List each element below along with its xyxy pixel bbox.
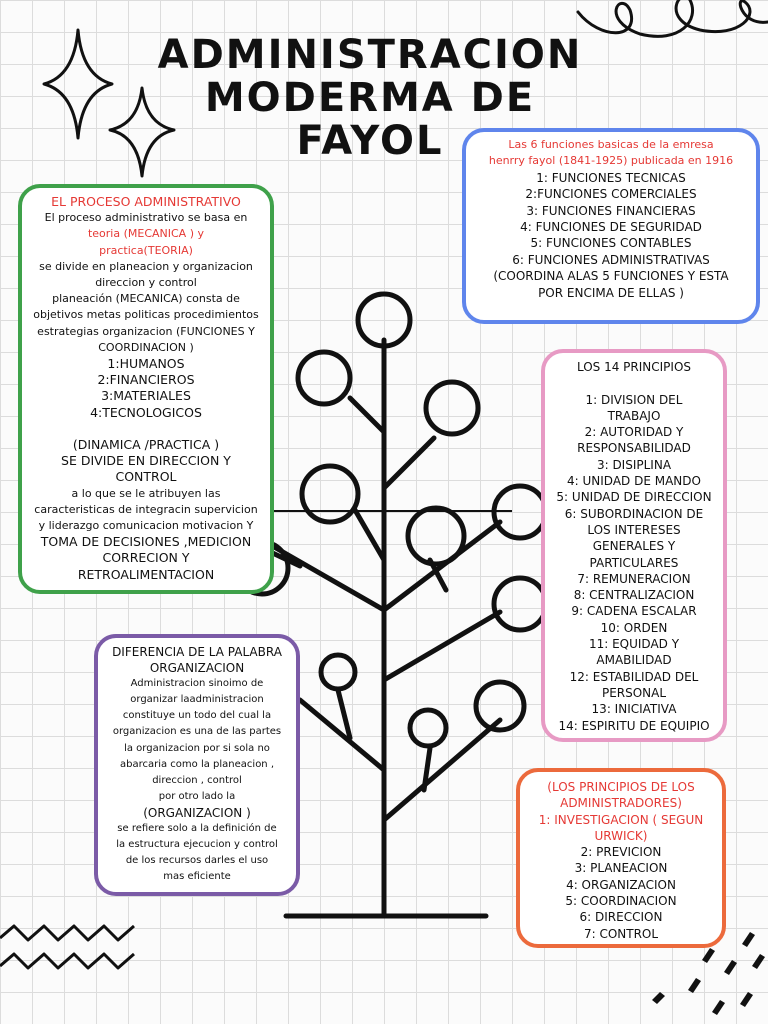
text-line: 1: FUNCIONES TECNICAS [536, 170, 686, 185]
text-line: planeación (MECANICA) consta de [52, 292, 240, 306]
text-line: (COORDINA ALAS 5 FUNCIONES Y ESTA [493, 269, 729, 284]
title-line: FAYOL [296, 118, 444, 164]
zigzag-icon [0, 954, 134, 968]
text-line: la organizacion por si sola no [124, 742, 270, 754]
text-line: 2:FINANCIEROS [97, 372, 195, 388]
text-line: Administracion sinoimo de [130, 678, 264, 690]
text-line: 13: INICIATIVA [591, 702, 677, 717]
text-line: se divide en planeacion y organizacion [39, 259, 253, 273]
text-line: 5: FUNCIONES CONTABLES [530, 236, 692, 251]
text-line: 7: CONTROL [583, 926, 659, 941]
title-line: ADMINISTRACION [157, 32, 583, 78]
text-line: 11: EQUIDAD Y [588, 637, 680, 652]
text-line: POR ENCIMA DE ELLAS ) [538, 285, 684, 300]
text-line [549, 375, 719, 391]
text-line: PERSONAL [601, 685, 667, 700]
text-line: 7: REMUNERACION [577, 571, 691, 586]
text-line: 10: ORDEN [600, 620, 668, 635]
text-line: 3: FUNCIONES FINANCIERAS [526, 203, 696, 218]
text-line: ADMINISTRADORES) [560, 796, 682, 811]
text-line: 4: UNIDAD DE MANDO [567, 474, 701, 489]
text-line: 2:FUNCIONES COMERCIALES [525, 187, 697, 202]
text-line: ORGANIZACION [149, 661, 245, 676]
text-line: RESPONSABILIDAD [577, 441, 691, 456]
text-line: teoria (MECANICA ) y [87, 227, 205, 241]
proceso-administrativo-box [18, 184, 274, 594]
text-line: CORRECION Y [102, 550, 190, 566]
text-line: la estructura ejecucion y control [116, 839, 278, 851]
text-line: y liderazgo comunicacion motivacion Y [38, 519, 254, 533]
text-line: por otro lado la [158, 790, 236, 802]
text-line: 4:TECNOLOGICOS [90, 404, 202, 420]
text-line: (ORGANIZACION ) [143, 805, 251, 820]
text-line: abarcaria como la planeacion , [119, 758, 275, 770]
text-line: 3: PLANEACION [574, 861, 668, 876]
principios-administradores-box [516, 768, 726, 948]
text-line: 2: PREVICION [580, 845, 662, 860]
title-line: MODERMA DE [204, 75, 536, 121]
text-line: constituye un todo del cual la [122, 710, 272, 722]
text-line: SE DIVIDE EN DIRECCION Y [61, 453, 231, 469]
text-line: (LOS PRINCIPIOS DE LOS [547, 780, 695, 794]
text-line: LOS 14 PRINCIPIOS [576, 360, 692, 374]
text-line: 1: INVESTIGACION ( SEGUN [538, 812, 704, 827]
catorce-principios-box [541, 349, 727, 742]
text-line: EL PROCESO ADMINISTRATIVO [51, 194, 241, 209]
text-line: 4: FUNCIONES DE SEGURIDAD [520, 220, 702, 235]
text-line: caracteristicas de integracin supervicion [34, 502, 258, 516]
text-line: AMABILIDAD [596, 653, 672, 668]
text-line: DIFERENCIA DE LA PALABRA [112, 645, 282, 659]
text-line: 4: ORGANIZACION [566, 877, 676, 892]
text-line: URWICK) [594, 828, 648, 843]
text-line: Las 6 funciones basicas de la emresa [508, 138, 714, 151]
text-line: estrategias organizacion (FUNCIONES Y [37, 324, 255, 338]
text-line: 12: ESTABILIDAD DEL [569, 669, 699, 684]
text-line: de los recursos darles el uso [125, 855, 269, 867]
text-line: organizacion es una de las partes [112, 726, 282, 738]
text-line: 2: AUTORIDAD Y [584, 425, 684, 440]
zigzag-icon [0, 926, 134, 940]
text-line: 6: SUBORDINACION DE [564, 506, 704, 521]
text-line: TOMA DE DECISIONES ,MEDICION [40, 534, 252, 550]
sparkle-star-icon [44, 30, 112, 138]
text-line: COORDINACION ) [98, 340, 194, 354]
text-line: 3:MATERIALES [101, 388, 191, 404]
text-line: PARTICULARES [589, 555, 679, 570]
text-line: practica(TEORIA) [99, 243, 193, 257]
text-line: 6: FUNCIONES ADMINISTRATIVAS [512, 252, 710, 267]
text-line: (DINAMICA /PRACTICA ) [72, 437, 220, 453]
text-line: 14: ESPIRITU DE EQUIPIO [558, 718, 710, 733]
text-line: 5: UNIDAD DE DIRECCION [556, 490, 712, 505]
text-line: 5: COORDINACION [565, 894, 677, 909]
text-line: LOS INTERESES [587, 522, 681, 537]
text-line: direccion y control [95, 276, 197, 290]
text-line: 6: DIRECCION [579, 910, 663, 925]
text-line: 8: CENTRALIZACION [573, 588, 695, 603]
scribble-loops-icon [578, 0, 768, 36]
text-line: 3: DISIPLINA [596, 457, 672, 472]
text-line: a lo que se le atribuyen las [71, 486, 221, 500]
text-line: organizar laadministracion [130, 694, 264, 706]
diferencia-organizacion-box [94, 634, 300, 896]
text-line: se refiere solo a la definición de [117, 823, 277, 835]
text-line: 9: CADENA ESCALAR [571, 604, 697, 619]
text-line [26, 421, 266, 437]
text-line: 1: DIVISION DEL [585, 392, 683, 407]
text-line: henrry fayol (1841-1925) publicada en 1916 [488, 154, 734, 168]
text-line: GENERALES Y [592, 539, 676, 554]
text-line: RETROALIMENTACION [77, 566, 215, 582]
text-line: TRABAJO [607, 408, 661, 423]
text-line: direccion , control [152, 774, 242, 786]
text-line: objetivos metas politicas procedimientos [33, 308, 259, 322]
funciones-basicas-box [462, 128, 760, 324]
text-line: mas eficiente [163, 871, 231, 883]
text-line: El proceso administrativo se basa en [44, 211, 248, 225]
text-line: 1:HUMANOS [107, 356, 185, 372]
text-line: CONTROL [115, 469, 177, 485]
